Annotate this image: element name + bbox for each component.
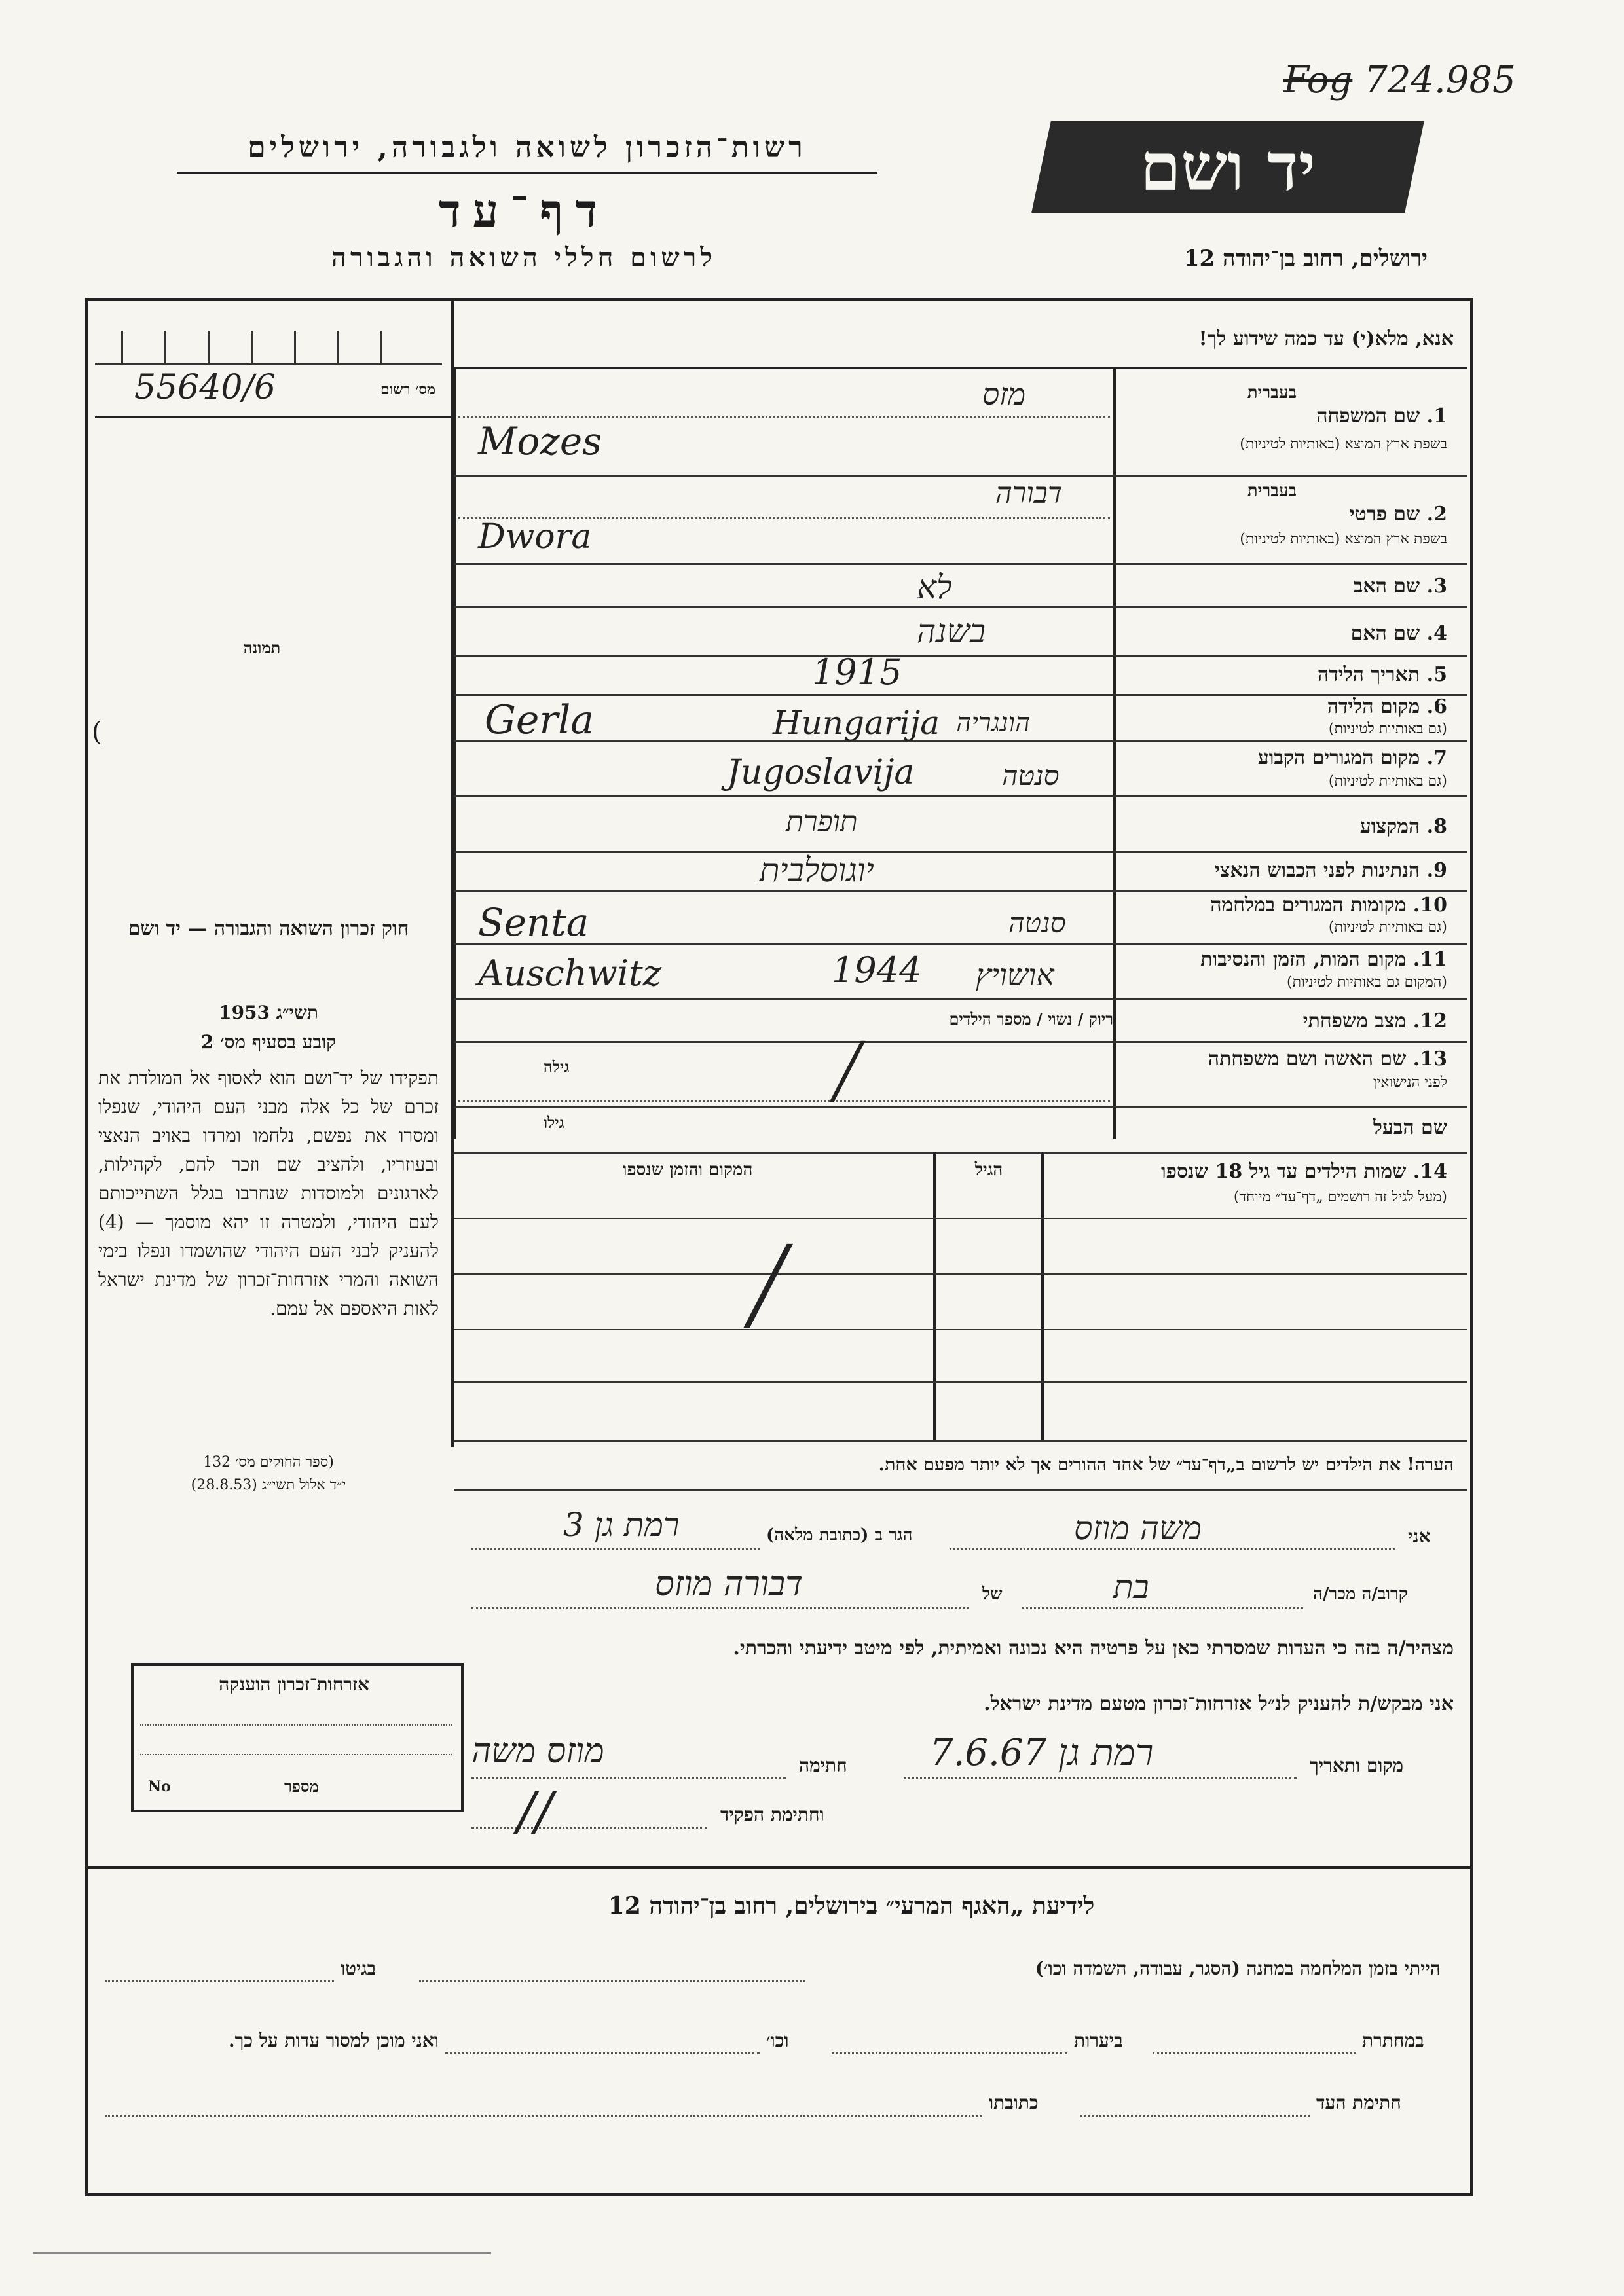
- law-text: תפקידו של יד־ושם הוא לאסוף אל המולדת את זכרם של כל אלה מבני העם היהודי, שנפלו ומסרו את נפשם, נלחמו ומרדו באויב הנאצי ובעוזריו, ולהציב שם וזכר להם, לקהילות, לארגונים ולמוסדות שנחרבו בגלל השתייכותם לעם היהודי, ולמטרה זו יהא מוסמך — (4) להעניק לבני העם היהודי שהושמדו ונפלו בימי השואה והמרי אזרחות־זכרון של מדינת ישראל לאות היאספם אל עמם.: [98, 1067, 439, 1319]
- law-year: תשי״ג 1953: [219, 1002, 318, 1023]
- of-dots: [471, 1607, 969, 1609]
- photo-edge-mark: (: [92, 717, 102, 747]
- official-signature-mark: ∕∕: [517, 1781, 553, 1842]
- form-subtitle: לרשום חללי השואה והגבורה: [331, 242, 717, 273]
- q14-rule-3: [454, 1329, 1467, 1330]
- row-sep-7: [454, 795, 1467, 797]
- form-title: דף־עד: [438, 183, 609, 238]
- q10-value-latin: Senta: [478, 900, 589, 945]
- bottom-line1-b: בגיטו: [341, 1958, 377, 1979]
- row-sep-13: [454, 1106, 1467, 1108]
- note: הערה! את הילדים יש לרשום ב„דף־עד״ של אחד ההורים אך לא יותר מפעם אחת.: [878, 1455, 1454, 1475]
- row-sep-6: [454, 740, 1467, 742]
- address-value: רמת גן 3: [563, 1506, 680, 1544]
- row-sep-8: [454, 851, 1467, 853]
- q13-dots: [458, 1100, 1110, 1102]
- address-label: הגר ב (כתובת מלאה): [766, 1525, 913, 1545]
- col-place-time: המקום והזמן שנספו: [622, 1160, 753, 1180]
- label-column-divider: [1113, 367, 1116, 1139]
- q6-value-country: Hungarija: [773, 704, 940, 742]
- law-ref-2: י״ד אלול תשי״ג (28.8.53): [191, 1477, 346, 1493]
- q1-label: 1. שם המשפחה: [1316, 405, 1447, 428]
- q7-sub: (גם באותיות לטיניות): [1328, 773, 1447, 790]
- place-date-label: מקום ותאריך: [1310, 1755, 1404, 1776]
- q11-sub: (המקום גם באותיות לטיניות): [1287, 974, 1447, 991]
- q13-sub: לפני הנישואין: [1373, 1074, 1447, 1091]
- q11-value-year: 1944: [832, 949, 922, 991]
- relation-value: בת: [1113, 1568, 1149, 1606]
- i-value: משה מוזס: [1074, 1509, 1202, 1547]
- q11-value-heb: אושויץ: [976, 957, 1054, 993]
- q13-slash: ╱: [832, 1041, 864, 1102]
- q2-label: 2. שם פרטי: [1349, 503, 1447, 526]
- bottom-section-rule: [85, 1866, 1470, 1869]
- husband-age-label: גילו: [544, 1113, 564, 1132]
- q6-label: 6. מקום הלידה: [1327, 695, 1447, 718]
- place-date-dots: [904, 1777, 1297, 1779]
- bottom-line1-a: הייתי בזמן המלחמה במחנה (הסגר, עבודה, השמדה וכו׳): [1035, 1958, 1441, 1979]
- citizenship-box: [131, 1663, 464, 1812]
- law-ref-1: (ספר החוקים מס׳ 132: [203, 1454, 334, 1470]
- bottom-notice: לידיעת „האגף המרעי״ בירושלים, רחוב בן־יהודה 12: [608, 1892, 1095, 1920]
- law-section: קובע בסעיף מס׳ 2: [200, 1031, 337, 1053]
- law-title: חוק זכרון השואה והגבורה — יד ושם: [128, 917, 409, 940]
- footer-scan-line: [33, 2252, 491, 2254]
- bottom-line2-a: במחתרת: [1362, 2030, 1424, 2051]
- photo-label: תמונה: [243, 638, 281, 657]
- file-number: [95, 368, 442, 412]
- row-sep-14: [454, 1152, 1467, 1154]
- q9-label: 9. הנתינות לפני הכבוש הנאצי: [1214, 859, 1447, 882]
- row-sep-2: [454, 563, 1467, 565]
- of-label: של: [982, 1584, 1003, 1604]
- instruction-rule: [454, 367, 1467, 369]
- signature-dots: [471, 1777, 786, 1779]
- relation-label: קרוב/ה מכר/ה: [1313, 1584, 1408, 1604]
- request: אני מבקש/ת להעניק לנ״ל אזרחות־זכרון מטעם מדינת ישראל.: [984, 1692, 1454, 1715]
- corner-value: 724.985: [1364, 59, 1516, 101]
- q10-label: 10. מקומות המגורים במלחמה: [1210, 894, 1447, 917]
- bottom-line1-dots-2: [105, 1980, 334, 1982]
- q10-value-heb: סנטה: [1008, 907, 1066, 939]
- corner-number: [1283, 59, 1516, 101]
- instruction: אנא, מלא(י) עד כמה שידוע לך!: [1198, 327, 1454, 350]
- bottom-line3-dots-2: [105, 2115, 982, 2117]
- bottom-line2-dots-2: [832, 2052, 1067, 2054]
- q14-rule-5: [454, 1440, 1467, 1442]
- bottom-line2-d: ואני מוכן למסור עדות על כך.: [228, 2030, 439, 2051]
- bottom-line3-b: כתובתו: [989, 2092, 1039, 2113]
- q6-value-latin: Gerla: [485, 697, 595, 743]
- official-signature-label: וחתימת הפקיד: [720, 1804, 824, 1825]
- file-number-value: 55640/6: [134, 368, 276, 407]
- q8-label: 8. המקצוע: [1359, 815, 1447, 838]
- row-sep-4: [454, 655, 1467, 657]
- authority-name: רשות־הזכרון לשואה ולגבורה, ירושלים: [248, 131, 807, 164]
- i-dots: [950, 1548, 1395, 1550]
- q2-heb-label: בעברית: [1247, 481, 1297, 501]
- q1-sub: בשפת ארץ המוצא (באותיות לטיניות): [1240, 436, 1447, 452]
- q6-value-heb: הונגריה: [956, 708, 1031, 738]
- q10-sub: (גם באותיות לטיניות): [1328, 919, 1447, 936]
- bottom-line1-dots-1: [419, 1980, 805, 1982]
- q12-options: ריוק / נשוי / מספר הילדים: [949, 1010, 1113, 1029]
- q14-slash: ╱: [747, 1244, 790, 1328]
- q14-col-divider-2: [1041, 1152, 1044, 1440]
- signature-label: חתימה: [799, 1755, 847, 1776]
- i-label: אני: [1408, 1525, 1431, 1547]
- address: ירושלים, רחוב בן־יהודה 12: [1183, 246, 1428, 272]
- q1-mid-dots: [458, 416, 1110, 418]
- official-signature-dots: [471, 1827, 707, 1829]
- q14-label: 14. שמות הילדים עד גיל 18 שנספו: [1160, 1160, 1447, 1183]
- row-sep-9: [454, 890, 1467, 892]
- q13-age-label: גילה: [544, 1057, 570, 1076]
- logo-text: יד ושם: [1140, 128, 1316, 206]
- q4-label: 4. שם האם: [1350, 622, 1447, 645]
- q14-col-divider-1: [933, 1152, 936, 1440]
- logo: [1031, 121, 1424, 213]
- q6-sub: (גם באותיות לטיניות): [1328, 721, 1447, 737]
- bottom-line3-a: חתימת העד: [1316, 2092, 1401, 2113]
- bottom-line2-dots-3: [445, 2052, 760, 2054]
- citizenship-box-title: אזרחות־זכרון הוענקה: [219, 1673, 369, 1695]
- q2-latin-value: Dwora: [478, 517, 592, 556]
- q5-value: 1915: [812, 651, 902, 693]
- q3-value: לא: [917, 568, 952, 606]
- col-age: הגיל: [974, 1160, 1003, 1180]
- q12-label: 12. מצב משפחתי: [1302, 1010, 1447, 1032]
- q7-value-heb: סנטה: [1002, 759, 1060, 792]
- q7-label: 7. מקום המגורים הקבוע: [1257, 746, 1447, 769]
- q3-label: 3. שם האב: [1353, 575, 1447, 598]
- bottom-line3-dots-1: [1080, 2115, 1310, 2117]
- file-number-rule: [95, 416, 451, 418]
- q1-latin-value: Mozes: [478, 419, 602, 464]
- q13-label: 13. שם האשה ושם משפחתה: [1208, 1048, 1447, 1070]
- number-boxes: [95, 331, 442, 365]
- file-number-label: מס׳ רשום: [380, 381, 435, 398]
- declaration: מצהיר/ה בזה כי העדות שמסרתי כאן על פרטיה היא נכונה ואמיתית, לפי מיטב ידיעתי והכרתי.: [733, 1637, 1454, 1660]
- q14-rule-4: [454, 1381, 1467, 1383]
- husband-label: שם הבעל: [1373, 1116, 1447, 1139]
- q1-heb-label: בעברית: [1247, 383, 1297, 403]
- signature-value: מוזס משה: [471, 1732, 604, 1771]
- authority-underline: [177, 172, 877, 174]
- relation-dots: [1022, 1607, 1303, 1609]
- bottom-line2-dots-1: [1153, 2052, 1356, 2054]
- corner-crossed: Fog: [1283, 59, 1353, 101]
- q2-sub: בשפת ארץ המוצא (באותיות לטיניות): [1240, 531, 1447, 547]
- note-rule: [454, 1489, 1467, 1491]
- address-dots: [471, 1548, 760, 1550]
- row-sep-5: [454, 694, 1467, 696]
- q11-label: 11. מקום המות, הזמן והנסיבות: [1200, 948, 1447, 971]
- q7-value-latin: Jugoslavija: [727, 753, 915, 792]
- place-date-value: רמת גן 7.6.67: [930, 1732, 1154, 1774]
- q2-heb-value: דבורה: [995, 477, 1063, 510]
- row-sep-12: [454, 1041, 1467, 1043]
- q14-rule-2: [454, 1273, 1467, 1275]
- of-value: דבורה מוזס: [655, 1565, 803, 1604]
- citizenship-box-no: No: [148, 1778, 171, 1795]
- q14-rule-1: [454, 1218, 1467, 1219]
- q8-value: תופרת: [786, 805, 858, 839]
- bottom-line2-b: ביערות: [1074, 2030, 1123, 2051]
- bottom-line2-c: וכו׳: [766, 2030, 789, 2051]
- q11-value-latin: Auschwitz: [478, 953, 662, 994]
- q4-value: בשנה: [917, 612, 986, 650]
- row-sep-3: [454, 606, 1467, 608]
- citizenship-box-number-label: מספר: [284, 1777, 319, 1796]
- row-sep-11: [454, 998, 1467, 1000]
- q14-sub: (מעל לגיל זה רושמים „דף־עד״ מיוחד): [1233, 1189, 1447, 1205]
- input-column-left: [454, 367, 456, 1139]
- q5-label: 5. תאריך הלידה: [1318, 663, 1447, 686]
- q1-heb-value: מזס: [982, 376, 1026, 412]
- q9-value: יוגוסלבית: [760, 851, 874, 889]
- row-sep-10: [454, 943, 1467, 945]
- row-sep-1: [454, 475, 1467, 477]
